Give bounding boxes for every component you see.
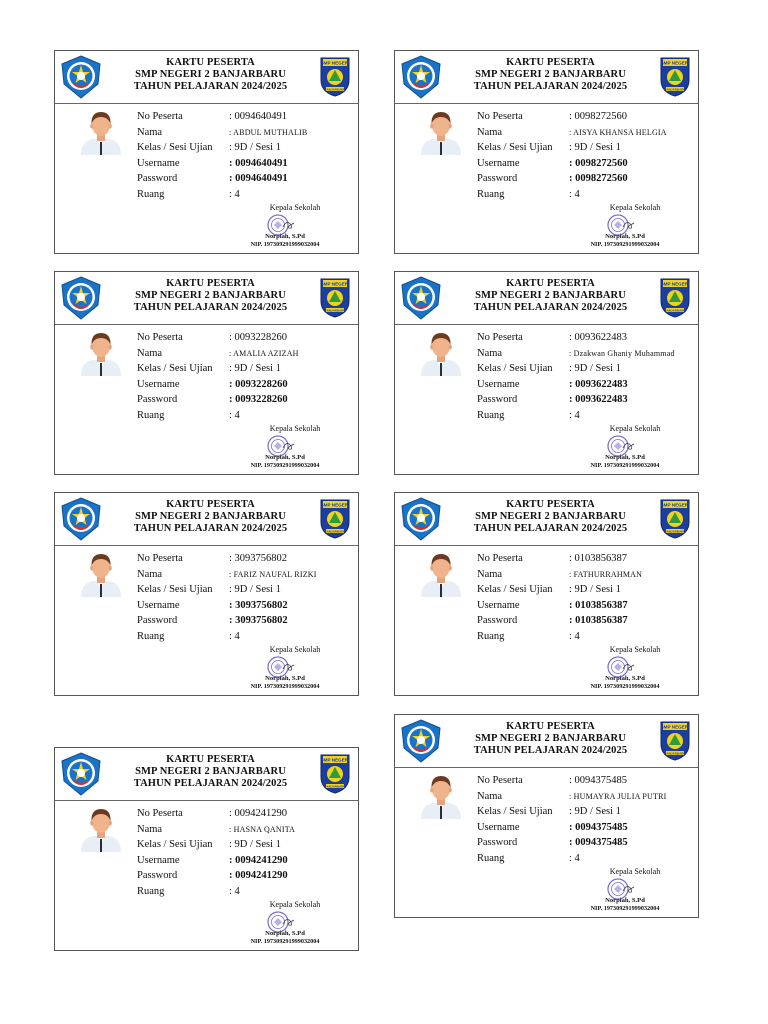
value-username: : 0094640491: [229, 157, 288, 169]
field-kelas: [477, 361, 697, 377]
field-no-peserta: [137, 109, 357, 125]
emblem-top-text: SMP NEGERI: [660, 281, 690, 287]
label-kelas: Kelas / Sesi Ujian: [477, 363, 553, 374]
field-nama: [477, 789, 697, 805]
label-username: Username: [477, 378, 520, 390]
school-name: SMP NEGERI 2 BANJARBARU: [135, 69, 286, 80]
label-no-peserta: No Peserta: [477, 332, 523, 343]
label-no-peserta: No Peserta: [477, 553, 523, 564]
value-kelas: : 9D / Sesi 1: [229, 142, 281, 153]
value-nama: : AISYA KHANSA HELGIA: [569, 127, 667, 137]
label-no-peserta: No Peserta: [137, 111, 183, 122]
signature-block: [215, 645, 355, 693]
field-password: [477, 835, 697, 851]
card-title: KARTU PESERTA: [166, 754, 255, 765]
signature-name: Norpiah, S.Pd: [265, 930, 305, 937]
value-nama: : ABDUL MUTHALIB: [229, 127, 308, 137]
value-ruang: : 4: [569, 852, 580, 864]
value-no-peserta: : 0094375485: [569, 775, 628, 786]
emblem-bottom-text: BANJARBARU: [664, 751, 686, 756]
value-ruang: : 4: [229, 188, 240, 200]
student-avatar-icon: [79, 806, 123, 852]
label-password: Password: [477, 173, 518, 184]
field-password: [137, 392, 357, 408]
signature-block: [215, 900, 355, 948]
value-username: : 0103856387: [569, 599, 628, 611]
signature-name: Norpiah, S.Pd: [605, 897, 645, 904]
participant-card-4: [394, 271, 699, 475]
label-nama: Nama: [477, 126, 503, 138]
label-ruang: Ruang: [137, 885, 165, 897]
card-title: KARTU PESERTA: [506, 721, 595, 732]
field-kelas: [477, 804, 697, 820]
field-username: [477, 598, 697, 614]
participant-card-7: [54, 747, 359, 951]
student-avatar-icon: [79, 109, 123, 155]
field-nama: [477, 567, 697, 583]
label-password: Password: [137, 870, 178, 881]
card-header: [55, 51, 358, 104]
academic-year: TAHUN PELAJARAN 2024/2025: [133, 302, 288, 313]
field-password: [137, 171, 357, 187]
card-title: KARTU PESERTA: [506, 499, 595, 510]
signature-nip: NIP. 197309291999032004: [590, 241, 660, 248]
value-kelas: : 9D / Sesi 1: [229, 363, 281, 374]
emblem-bottom-text: BANJARBARU: [664, 308, 686, 313]
participant-card-6: [394, 492, 699, 696]
student-avatar-icon: [419, 109, 463, 155]
label-no-peserta: No Peserta: [477, 775, 523, 786]
school-name: SMP NEGERI 2 BANJARBARU: [135, 511, 286, 522]
signature-nip: NIP. 197309291999032004: [250, 683, 320, 690]
field-kelas: [137, 361, 357, 377]
emblem-top-text: SMP NEGERI: [320, 502, 350, 508]
field-kelas: [137, 582, 357, 598]
school-name: SMP NEGERI 2 BANJARBARU: [475, 511, 626, 522]
school-emblem: [658, 496, 692, 540]
field-ruang: [477, 408, 697, 424]
value-ruang: : 4: [569, 409, 580, 421]
label-ruang: Ruang: [137, 188, 165, 200]
card-title: KARTU PESERTA: [506, 57, 595, 68]
value-kelas: : 9D / Sesi 1: [569, 142, 621, 153]
field-username: [137, 377, 357, 393]
field-nama: [137, 822, 357, 838]
school-name: SMP NEGERI 2 BANJARBARU: [475, 69, 626, 80]
value-nama: : FARIZ NAUFAL RIZKI: [229, 569, 317, 579]
field-password: [477, 171, 697, 187]
card-header: [55, 272, 358, 325]
value-nama: : FATHURRAHMAN: [569, 569, 643, 579]
field-no-peserta: [137, 551, 357, 567]
card-title: KARTU PESERTA: [506, 278, 595, 289]
field-password: [137, 868, 357, 884]
academic-year: TAHUN PELAJARAN 2024/2025: [473, 81, 628, 92]
label-ruang: Ruang: [137, 409, 165, 421]
value-ruang: : 4: [229, 409, 240, 421]
value-no-peserta: : 0094640491: [229, 111, 288, 122]
tut-wuri-handayani-logo: [398, 54, 444, 100]
label-kelas: Kelas / Sesi Ujian: [137, 584, 213, 595]
emblem-top-text: SMP NEGERI: [660, 502, 690, 508]
emblem-top-text: SMP NEGERI: [320, 60, 350, 66]
value-username: : 0098272560: [569, 157, 628, 169]
student-avatar-icon: [79, 551, 123, 597]
field-username: [477, 820, 697, 836]
label-kelas: Kelas / Sesi Ujian: [137, 142, 213, 153]
label-username: Username: [137, 854, 180, 866]
participant-card-8: [394, 714, 699, 918]
value-username: : 3093756802: [229, 599, 288, 611]
value-nama: : AMALIA AZIZAH: [229, 348, 299, 358]
signature-title: Kepala Sekolah: [269, 203, 321, 212]
academic-year: TAHUN PELAJARAN 2024/2025: [473, 523, 628, 534]
label-username: Username: [137, 378, 180, 390]
value-password: : 0103856387: [569, 615, 628, 626]
field-username: [137, 853, 357, 869]
signature-title: Kepala Sekolah: [609, 867, 661, 876]
field-kelas: [477, 140, 697, 156]
tut-wuri-handayani-logo: [398, 275, 444, 321]
emblem-bottom-text: BANJARBARU: [664, 87, 686, 92]
emblem-top-text: SMP NEGERI: [660, 724, 690, 730]
field-password: [477, 392, 697, 408]
signature-title: Kepala Sekolah: [609, 645, 661, 654]
signature-nip: NIP. 197309291999032004: [250, 241, 320, 248]
label-username: Username: [477, 157, 520, 169]
participant-fields: [137, 551, 357, 644]
participant-card-3: [54, 271, 359, 475]
label-no-peserta: No Peserta: [137, 553, 183, 564]
field-ruang: [137, 629, 357, 645]
field-nama: [137, 346, 357, 362]
label-kelas: Kelas / Sesi Ujian: [137, 363, 213, 374]
label-kelas: Kelas / Sesi Ujian: [137, 839, 213, 850]
label-password: Password: [477, 394, 518, 405]
school-emblem: [658, 54, 692, 98]
student-avatar-icon: [79, 330, 123, 376]
label-nama: Nama: [137, 568, 163, 580]
emblem-bottom-text: BANJARBARU: [324, 308, 346, 313]
student-avatar-icon: [419, 330, 463, 376]
signature-title: Kepala Sekolah: [269, 424, 321, 433]
label-nama: Nama: [137, 347, 163, 359]
value-nama: : Dzakwan Ghaniy Muhammad: [569, 348, 675, 358]
card-title: KARTU PESERTA: [166, 57, 255, 68]
field-password: [137, 613, 357, 629]
label-nama: Nama: [137, 823, 163, 835]
label-ruang: Ruang: [477, 630, 505, 642]
signature-nip: NIP. 197309291999032004: [590, 905, 660, 912]
label-no-peserta: No Peserta: [477, 111, 523, 122]
emblem-top-text: SMP NEGERI: [320, 757, 350, 763]
signature-nip: NIP. 197309291999032004: [590, 683, 660, 690]
field-no-peserta: [477, 773, 697, 789]
value-kelas: : 9D / Sesi 1: [229, 584, 281, 595]
participant-fields: [477, 330, 697, 423]
label-ruang: Ruang: [477, 852, 505, 864]
card-header: [395, 715, 698, 768]
field-username: [477, 156, 697, 172]
participant-fields: [137, 806, 357, 899]
signature-name: Norpiah, S.Pd: [265, 675, 305, 682]
signature-block: [555, 203, 695, 251]
participant-fields: [137, 109, 357, 202]
label-username: Username: [477, 821, 520, 833]
academic-year: TAHUN PELAJARAN 2024/2025: [133, 81, 288, 92]
signature-name: Norpiah, S.Pd: [605, 675, 645, 682]
emblem-bottom-text: BANJARBARU: [324, 784, 346, 789]
field-nama: [477, 346, 697, 362]
signature-title: Kepala Sekolah: [269, 900, 321, 909]
value-password: : 0094241290: [229, 870, 288, 881]
emblem-bottom-text: BANJARBARU: [324, 529, 346, 534]
value-kelas: : 9D / Sesi 1: [569, 584, 621, 595]
value-no-peserta: : 0098272560: [569, 111, 628, 122]
signature-title: Kepala Sekolah: [609, 203, 661, 212]
signature-name: Norpiah, S.Pd: [265, 233, 305, 240]
value-password: : 3093756802: [229, 615, 288, 626]
field-kelas: [137, 837, 357, 853]
value-ruang: : 4: [229, 885, 240, 897]
value-nama: : HASNA QANITA: [229, 824, 296, 834]
signature-block: [215, 203, 355, 251]
academic-year: TAHUN PELAJARAN 2024/2025: [473, 745, 628, 756]
field-no-peserta: [477, 109, 697, 125]
school-name: SMP NEGERI 2 BANJARBARU: [135, 766, 286, 777]
label-kelas: Kelas / Sesi Ujian: [477, 142, 553, 153]
label-username: Username: [137, 157, 180, 169]
signature-title: Kepala Sekolah: [609, 424, 661, 433]
card-header: [395, 493, 698, 546]
school-emblem: [318, 275, 352, 319]
field-nama: [477, 125, 697, 141]
field-ruang: [137, 187, 357, 203]
value-password: : 0093622483: [569, 394, 628, 405]
label-ruang: Ruang: [137, 630, 165, 642]
tut-wuri-handayani-logo: [398, 496, 444, 542]
field-kelas: [477, 582, 697, 598]
school-name: SMP NEGERI 2 BANJARBARU: [475, 290, 626, 301]
emblem-top-text: SMP NEGERI: [660, 60, 690, 66]
field-ruang: [137, 884, 357, 900]
participant-fields: [477, 109, 697, 202]
school-name: SMP NEGERI 2 BANJARBARU: [475, 733, 626, 744]
value-ruang: : 4: [569, 630, 580, 642]
tut-wuri-handayani-logo: [58, 275, 104, 321]
school-emblem: [318, 54, 352, 98]
participant-fields: [477, 773, 697, 866]
academic-year: TAHUN PELAJARAN 2024/2025: [133, 523, 288, 534]
field-ruang: [137, 408, 357, 424]
value-password: : 0098272560: [569, 173, 628, 184]
field-no-peserta: [137, 330, 357, 346]
label-kelas: Kelas / Sesi Ujian: [477, 806, 553, 817]
signature-nip: NIP. 197309291999032004: [590, 462, 660, 469]
signature-nip: NIP. 197309291999032004: [250, 462, 320, 469]
value-no-peserta: : 0093622483: [569, 332, 628, 343]
field-username: [137, 598, 357, 614]
academic-year: TAHUN PELAJARAN 2024/2025: [133, 778, 288, 789]
signature-name: Norpiah, S.Pd: [605, 233, 645, 240]
card-header: [395, 272, 698, 325]
academic-year: TAHUN PELAJARAN 2024/2025: [473, 302, 628, 313]
label-password: Password: [137, 394, 178, 405]
value-username: : 0094241290: [229, 854, 288, 866]
value-password: : 0094375485: [569, 837, 628, 848]
card-header: [395, 51, 698, 104]
signature-name: Norpiah, S.Pd: [605, 454, 645, 461]
label-nama: Nama: [477, 568, 503, 580]
value-no-peserta: : 0094241290: [229, 808, 288, 819]
participant-card-1: [54, 50, 359, 254]
label-ruang: Ruang: [477, 409, 505, 421]
value-kelas: : 9D / Sesi 1: [569, 806, 621, 817]
value-password: : 0093228260: [229, 394, 288, 405]
value-no-peserta: : 0103856387: [569, 553, 628, 564]
label-nama: Nama: [137, 126, 163, 138]
label-ruang: Ruang: [477, 188, 505, 200]
label-nama: Nama: [477, 790, 503, 802]
field-ruang: [477, 851, 697, 867]
tut-wuri-handayani-logo: [58, 496, 104, 542]
value-username: : 0093228260: [229, 378, 288, 390]
label-no-peserta: No Peserta: [137, 332, 183, 343]
field-ruang: [477, 187, 697, 203]
label-password: Password: [137, 615, 178, 626]
school-name: SMP NEGERI 2 BANJARBARU: [135, 290, 286, 301]
field-username: [137, 156, 357, 172]
value-nama: : HUMAYRA JULIA PUTRI: [569, 791, 667, 801]
card-title: KARTU PESERTA: [166, 499, 255, 510]
value-no-peserta: : 3093756802: [229, 553, 288, 564]
participant-card-2: [394, 50, 699, 254]
value-username: : 0094375485: [569, 821, 628, 833]
field-no-peserta: [477, 330, 697, 346]
label-no-peserta: No Peserta: [137, 808, 183, 819]
value-no-peserta: : 0093228260: [229, 332, 288, 343]
emblem-bottom-text: BANJARBARU: [324, 87, 346, 92]
field-kelas: [137, 140, 357, 156]
school-emblem: [658, 718, 692, 762]
tut-wuri-handayani-logo: [398, 718, 444, 764]
tut-wuri-handayani-logo: [58, 751, 104, 797]
label-kelas: Kelas / Sesi Ujian: [477, 584, 553, 595]
participant-fields: [477, 551, 697, 644]
value-ruang: : 4: [229, 630, 240, 642]
signature-block: [555, 645, 695, 693]
participant-card-5: [54, 492, 359, 696]
school-emblem: [318, 496, 352, 540]
signature-nip: NIP. 197309291999032004: [250, 938, 320, 945]
card-header: [55, 748, 358, 801]
field-no-peserta: [137, 806, 357, 822]
emblem-bottom-text: BANJARBARU: [664, 529, 686, 534]
label-nama: Nama: [477, 347, 503, 359]
field-no-peserta: [477, 551, 697, 567]
field-nama: [137, 125, 357, 141]
participant-fields: [137, 330, 357, 423]
field-nama: [137, 567, 357, 583]
signature-name: Norpiah, S.Pd: [265, 454, 305, 461]
card-header: [55, 493, 358, 546]
signature-block: [555, 867, 695, 915]
emblem-top-text: SMP NEGERI: [320, 281, 350, 287]
card-title: KARTU PESERTA: [166, 278, 255, 289]
field-ruang: [477, 629, 697, 645]
value-kelas: : 9D / Sesi 1: [569, 363, 621, 374]
value-password: : 0094640491: [229, 173, 288, 184]
label-username: Username: [477, 599, 520, 611]
value-ruang: : 4: [569, 188, 580, 200]
field-password: [477, 613, 697, 629]
student-avatar-icon: [419, 551, 463, 597]
signature-block: [215, 424, 355, 472]
school-emblem: [658, 275, 692, 319]
signature-title: Kepala Sekolah: [269, 645, 321, 654]
signature-block: [555, 424, 695, 472]
label-username: Username: [137, 599, 180, 611]
student-avatar-icon: [419, 773, 463, 819]
label-password: Password: [137, 173, 178, 184]
school-emblem: [318, 751, 352, 795]
label-password: Password: [477, 615, 518, 626]
label-password: Password: [477, 837, 518, 848]
tut-wuri-handayani-logo: [58, 54, 104, 100]
value-kelas: : 9D / Sesi 1: [229, 839, 281, 850]
value-username: : 0093622483: [569, 378, 628, 390]
field-username: [477, 377, 697, 393]
